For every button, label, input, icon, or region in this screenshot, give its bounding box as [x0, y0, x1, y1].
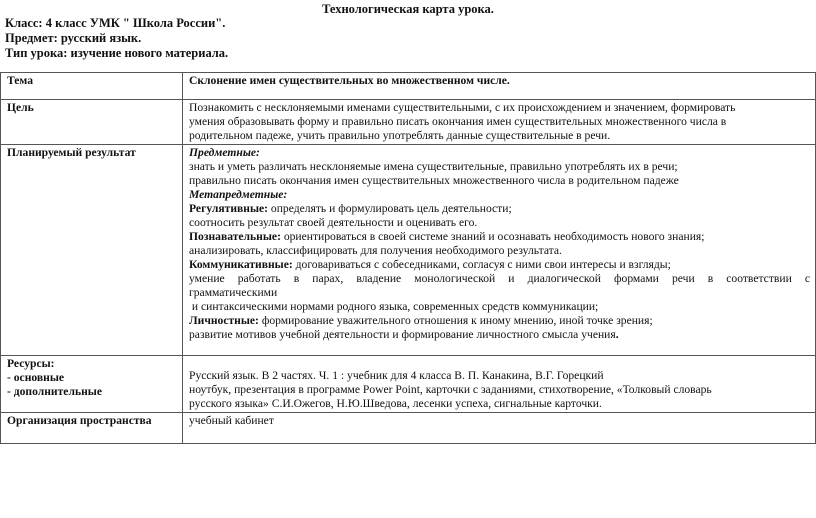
regulative-line — [189, 202, 810, 216]
communicative-line-2: умение работать в парах, владение монологической и диалогической формами речи в соответствии с — [189, 272, 810, 285]
resources-main-value: Русский язык. В 2 частях. Ч. 1 : учебник для 4 класса В. П. Канакина, В.Г. Горецкий — [189, 369, 604, 382]
communicative-label: Коммуникативные: — [189, 258, 293, 271]
resources-extra-line: ноутбук, презентация в программе Power Point, карточки с заданиями, стихотворение, «Толковый словарь — [189, 383, 712, 396]
theme-value: Склонение имен существительных во множественном числе. — [183, 73, 816, 100]
resources-extra-line: русского языка» С.И.Ожегов, Н.Ю.Шведова, лесенки успеха, сигнальные карточки. — [189, 397, 602, 410]
table-row-space — [1, 413, 816, 444]
lesson-type-line: Тип урока: изучение нового материала. — [5, 46, 229, 60]
table-row-result — [1, 145, 816, 356]
space-label: Организация пространства — [1, 413, 183, 444]
resources-label: Ресурсы: — [7, 357, 55, 370]
cognitive-text: ориентироваться в своей системе знаний и осознавать необходимость нового знания; — [280, 230, 705, 243]
cognitive-line-2: анализировать, классифицировать для получения необходимого результата. — [189, 244, 562, 257]
space-value: учебный кабинет — [183, 413, 816, 444]
meta-results-heading: Метапредметные: — [189, 188, 288, 201]
lesson-meta — [5, 16, 228, 61]
communicative-line-3: грамматическими — [189, 286, 278, 299]
personal-line-2-end: . — [615, 328, 619, 341]
goal-line: родительном падеже, учить правильно употреблять данные существительные в речи. — [189, 129, 611, 142]
table-row-resources — [1, 356, 816, 413]
communicative-line — [189, 258, 810, 272]
lesson-plan-table — [0, 72, 816, 444]
table-row-goal — [1, 100, 816, 145]
goal-line: умения образовывать форму и правильно писать окончания имен существительных множественного числа в — [189, 115, 727, 128]
personal-text: формирование уважительного отношения к иному мнению, иной точке зрения; — [258, 314, 653, 327]
goal-value — [183, 100, 816, 145]
subject-result-line: правильно писать окончания имен существительных множественного числа в родительном падеже — [189, 174, 679, 187]
cognitive-label: Познавательные: — [189, 230, 281, 243]
class-line: Класс: 4 класс УМК " Школа России". — [5, 16, 226, 30]
resources-extra-label: - дополнительные — [7, 385, 102, 398]
cognitive-line — [189, 230, 810, 244]
resources-label-cell — [1, 356, 183, 413]
regulative-text: определять и формулировать цель деятельности; — [268, 202, 512, 215]
regulative-label: Регулятивные: — [189, 202, 268, 215]
result-value — [183, 145, 816, 356]
goal-line: Познакомить с несклоняемыми именами существительными, с их происхождением и значением, формировать — [189, 101, 736, 114]
goal-label: Цель — [1, 100, 183, 145]
document-title: Технологическая карта урока. — [322, 2, 494, 16]
theme-label: Тема — [1, 73, 183, 100]
subject-result-line: знать и уметь различать несклоняемые имена существительные, правильно употреблять их в речи; — [189, 160, 678, 173]
personal-line — [189, 314, 810, 328]
resources-value — [183, 356, 816, 413]
regulative-line-2: соотносить результат своей деятельности и оценивать его. — [189, 216, 478, 229]
subject-line: Предмет: русский язык. — [5, 31, 142, 45]
communicative-line-4: и синтаксическими нормами родного языка, современных средств коммуникации; — [189, 300, 599, 313]
table-row-theme — [1, 73, 816, 100]
result-label: Планируемый результат — [1, 145, 183, 356]
resources-main-label: - основные — [7, 371, 65, 384]
personal-line-2-text: развитие мотивов учебной деятельности и формирование личностного смысла учения — [189, 328, 616, 341]
subject-results-heading: Предметные: — [189, 146, 260, 159]
personal-label: Личностные: — [189, 314, 259, 327]
personal-line-2 — [189, 328, 810, 342]
communicative-text: договариваться с собеседниками, согласуя с ними свои интересы и взгляды; — [292, 258, 671, 271]
